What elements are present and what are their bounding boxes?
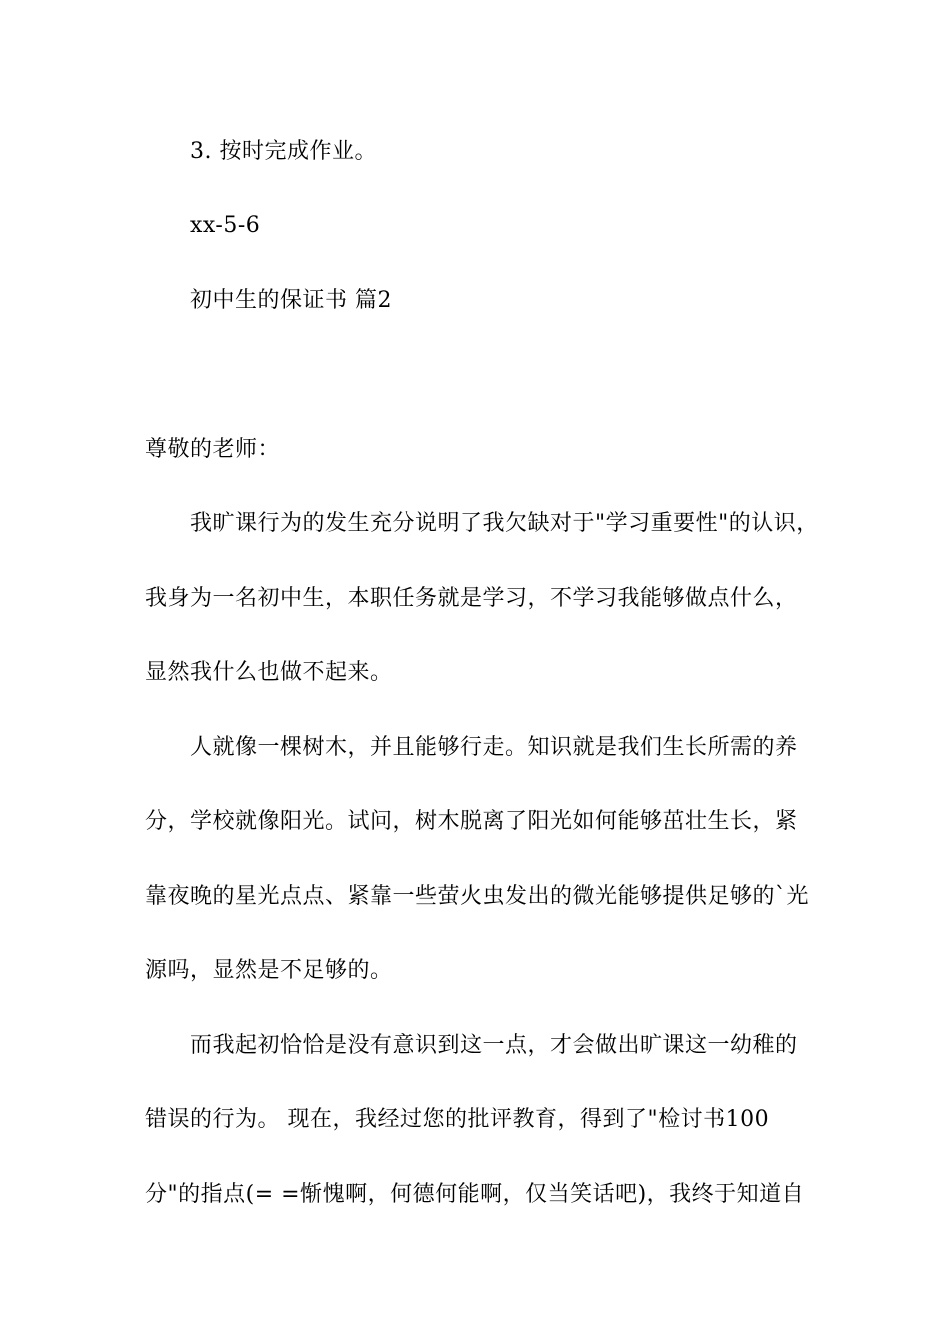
paragraph-line: 显然我什么也做不起来。 [145,660,393,685]
salutation: 尊敬的老师： [145,437,281,462]
date-line: xx-5-6 [190,213,261,238]
paragraph-line: 分"的指点(= =惭愧啊，何德何能啊，仅当笑话吧)，我终于知道自 [145,1182,805,1207]
paragraph-line: 而我起初恰恰是没有意识到这一点，才会做出旷课这一幼稚的 [190,1033,798,1058]
paragraph-line: 靠夜晚的星光点点、紧靠一些萤火虫发出的微光能够提供足够的`光 [145,884,810,909]
paragraph-line: 我旷课行为的发生充分说明了我欠缺对于"学习重要性"的认识， [190,511,819,536]
paragraph-line: 人就像一棵树木，并且能够行走。知识就是我们生长所需的养 [190,735,798,760]
section-heading: 初中生的保证书 篇2 [190,288,392,313]
list-item-3: 3. 按时完成作业。 [190,139,377,164]
paragraph-line: 分，学校就像阳光。试问，树木脱离了阳光如何能够茁壮生长，紧 [145,809,798,834]
paragraph-line: 错误的行为。 现在，我经过您的批评教育，得到了"检讨书100 [145,1107,770,1132]
paragraph-line: 我身为一名初中生，本职任务就是学习，不学习我能够做点什么， [145,586,798,611]
paragraph-line: 源吗，显然是不足够的。 [145,958,393,983]
